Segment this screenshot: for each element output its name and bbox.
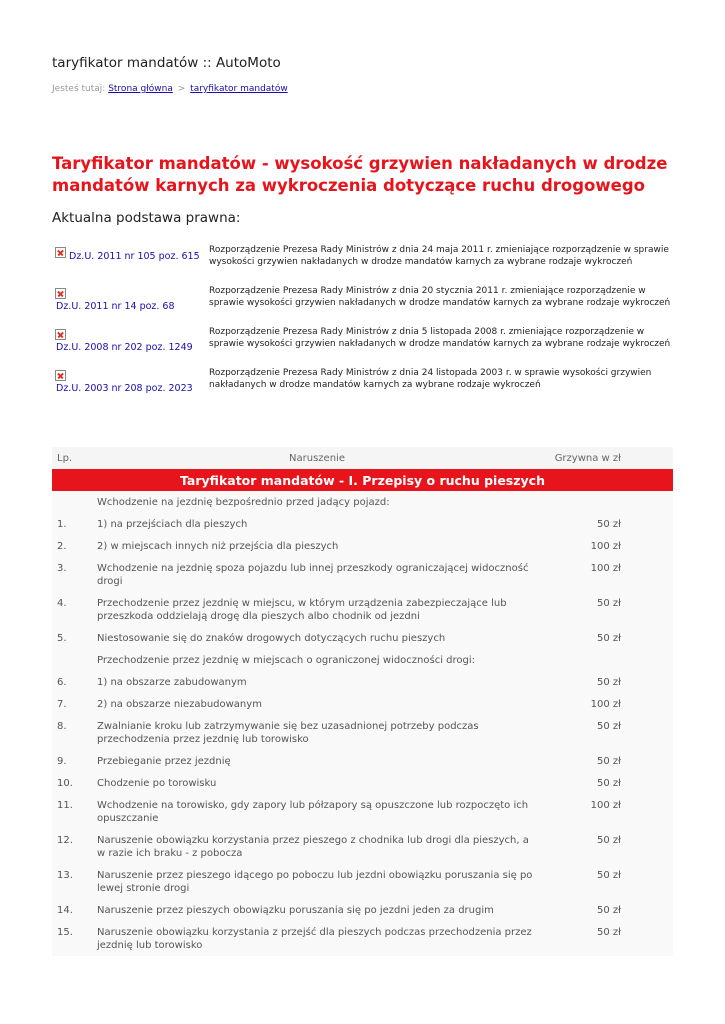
table-row <box>52 715 673 750</box>
table-row <box>52 899 673 921</box>
cell-fine: 50 zł <box>537 671 673 693</box>
column-header-fine: Grzywna w zł <box>537 447 673 469</box>
legal-basis-ref-cell <box>52 286 209 313</box>
cell-offence: Naruszenie przez pieszego idącego po poboczu lub jezdni obowiązku poruszania się po lewej stronie drogi <box>97 864 537 899</box>
cell-lp: 15. <box>52 921 97 956</box>
cell-lp: 1. <box>52 513 97 535</box>
cell-offence: 2) na obszarze niezabudowanym <box>97 693 537 715</box>
cell-lp: 6. <box>52 671 97 693</box>
cell-offence: Wchodzenie na jezdnię bezpośrednio przed jadący pojazd: <box>97 491 537 513</box>
cell-lp: 3. <box>52 557 97 592</box>
legal-basis-item <box>52 286 672 313</box>
cell-fine: 50 zł <box>537 921 673 956</box>
cell-fine: 50 zł <box>537 864 673 899</box>
cell-lp: 7. <box>52 693 97 715</box>
cell-fine: 100 zł <box>537 693 673 715</box>
legal-basis-link[interactable]: Dz.U. 2008 nr 202 poz. 1249 <box>56 342 193 353</box>
table-row <box>52 921 673 956</box>
cell-fine: 100 zł <box>537 557 673 592</box>
cell-lp: 13. <box>52 864 97 899</box>
table-row <box>52 535 673 557</box>
legal-basis-title: Aktualna podstawa prawna: <box>52 210 241 226</box>
breadcrumb <box>52 84 288 94</box>
cell-fine: 50 zł <box>537 715 673 750</box>
cell-lp: 14. <box>52 899 97 921</box>
table-row <box>52 794 673 829</box>
cell-offence: Naruszenie przez pieszych obowiązku poruszania się po jezdni jeden za drugim <box>97 899 537 921</box>
cell-offence: Niestosowanie się do znaków drogowych dotyczących ruchu pieszych <box>97 627 537 649</box>
legal-basis-description: Rozporządzenie Prezesa Rady Ministrów z dnia 5 listopada 2008 r. zmieniające rozporządzenie w sprawie wysokości grzywien nakładanych w drodze mandatów karnych za wybrane rodzaje wykroczeń <box>209 327 671 349</box>
cell-fine <box>537 491 673 513</box>
cell-offence: Przechodzenie przez jezdnię w miejscach o ograniczonej widoczności drogi: <box>97 649 537 671</box>
table-row <box>52 557 673 592</box>
cell-offence: 2) w miejscach innych niż przejścia dla pieszych <box>97 535 537 557</box>
cell-fine: 50 zł <box>537 627 673 649</box>
legal-basis-link[interactable]: Dz.U. 2003 nr 208 poz. 2023 <box>56 383 193 394</box>
cell-offence: 1) na przejściach dla pieszych <box>97 513 537 535</box>
cell-offence: Chodzenie po torowisku <box>97 772 537 794</box>
cell-offence: Zwalnianie kroku lub zatrzymywanie się bez uzasadnionej potrzeby podczas przechodzenia przez jezdnię lub torowisko <box>97 715 537 750</box>
cell-lp: 5. <box>52 627 97 649</box>
fines-table-body <box>52 491 673 956</box>
legal-basis-link[interactable]: Dz.U. 2011 nr 14 poz. 68 <box>56 301 175 312</box>
legal-basis-ref-cell <box>52 368 209 395</box>
cell-fine: 50 zł <box>537 829 673 864</box>
breadcrumb-current-link[interactable]: taryfikator mandatów <box>190 84 288 94</box>
cell-lp: 9. <box>52 750 97 772</box>
cell-offence: Wchodzenie na torowisko, gdy zapory lub półzapory są opuszczone lub rozpoczęto ich opuszczanie <box>97 794 537 829</box>
table-header-row <box>52 447 673 469</box>
table-row <box>52 864 673 899</box>
cell-lp <box>52 649 97 671</box>
legal-basis-item <box>52 245 672 268</box>
legal-basis-description: Rozporządzenie Prezesa Rady Ministrów z dnia 24 maja 2011 r. zmieniające rozporządzenie w sprawie wysokości grzywien nakładanych w drodze mandatów karnych za wybrane rodzaje wykroczeń <box>209 245 669 267</box>
table-row <box>52 592 673 627</box>
cell-fine <box>537 649 673 671</box>
cell-lp: 11. <box>52 794 97 829</box>
legal-basis-ref-cell <box>52 245 209 268</box>
cell-lp <box>52 491 97 513</box>
site-title: taryfikator mandatów :: AutoMoto <box>52 55 281 71</box>
table-row <box>52 671 673 693</box>
cell-fine: 50 zł <box>537 592 673 627</box>
column-header-offence: Naruszenie <box>97 447 537 469</box>
legal-basis-description: Rozporządzenie Prezesa Rady Ministrów z dnia 20 stycznia 2011 r. zmieniające rozporządzenie w sprawie wysokości grzywien nakładanych w drodze mandatów karnych za wybrane rodzaje wykroczeń <box>209 286 671 308</box>
section-title: Taryfikator mandatów - I. Przepisy o ruchu pieszych <box>52 469 673 491</box>
table-row <box>52 693 673 715</box>
table-row <box>52 649 673 671</box>
section-header-row <box>52 469 673 491</box>
breadcrumb-home-link[interactable]: Strona główna <box>108 84 173 94</box>
cell-fine: 50 zł <box>537 899 673 921</box>
cell-offence: Naruszenie obowiązku korzystania z przejść dla pieszych podczas przechodzenia przez jezdnię lub torowisko <box>97 921 537 956</box>
table-row <box>52 513 673 535</box>
cell-lp: 10. <box>52 772 97 794</box>
table-row <box>52 772 673 794</box>
table-row <box>52 829 673 864</box>
legal-basis-link[interactable]: Dz.U. 2011 nr 105 poz. 615 <box>69 251 200 262</box>
broken-image-icon <box>55 329 66 340</box>
cell-fine: 50 zł <box>537 513 673 535</box>
page-title: Taryfikator mandatów - wysokość grzywien nakładanych w drodze mandatów karnych za wykroczenia dotyczące ruchu drogowego <box>52 154 668 195</box>
cell-offence: Naruszenie obowiązku korzystania przez pieszego z chodnika lub drogi dla pieszych, a w razie ich braku - z pobocza <box>97 829 537 864</box>
table-row <box>52 627 673 649</box>
legal-basis-item <box>52 327 672 354</box>
breadcrumb-prefix: Jesteś tutaj: <box>52 84 106 94</box>
cell-offence: Przechodzenie przez jezdnię w miejscu, w którym urządzenia zabezpieczające lub przeszkoda oddzielają drogę dla pieszych albo chodnik od jezdni <box>97 592 537 627</box>
legal-basis-ref-cell <box>52 327 209 354</box>
cell-fine: 100 zł <box>537 535 673 557</box>
breadcrumb-separator: > <box>177 84 186 94</box>
legal-basis-item <box>52 368 672 395</box>
cell-offence: 1) na obszarze zabudowanym <box>97 671 537 693</box>
cell-offence: Wchodzenie na jezdnię spoza pojazdu lub innej przeszkody ograniczającej widoczność drogi <box>97 557 537 592</box>
cell-lp: 4. <box>52 592 97 627</box>
cell-lp: 2. <box>52 535 97 557</box>
cell-lp: 8. <box>52 715 97 750</box>
cell-fine: 50 zł <box>537 772 673 794</box>
legal-basis-description: Rozporządzenie Prezesa Rady Ministrów z dnia 24 listopada 2003 r. w sprawie wysokości grzywien nakładanych w drodze mandatów karnych za wybrane rodzaje wykroczeń <box>209 368 652 390</box>
cell-fine: 50 zł <box>537 750 673 772</box>
fines-table <box>52 447 673 956</box>
cell-lp: 12. <box>52 829 97 864</box>
table-row <box>52 750 673 772</box>
broken-image-icon <box>55 247 66 258</box>
cell-fine: 100 zł <box>537 794 673 829</box>
cell-offence: Przebieganie przez jezdnię <box>97 750 537 772</box>
table-row <box>52 491 673 513</box>
broken-image-icon <box>55 288 66 299</box>
column-header-lp: Lp. <box>52 447 97 469</box>
broken-image-icon <box>55 370 66 381</box>
